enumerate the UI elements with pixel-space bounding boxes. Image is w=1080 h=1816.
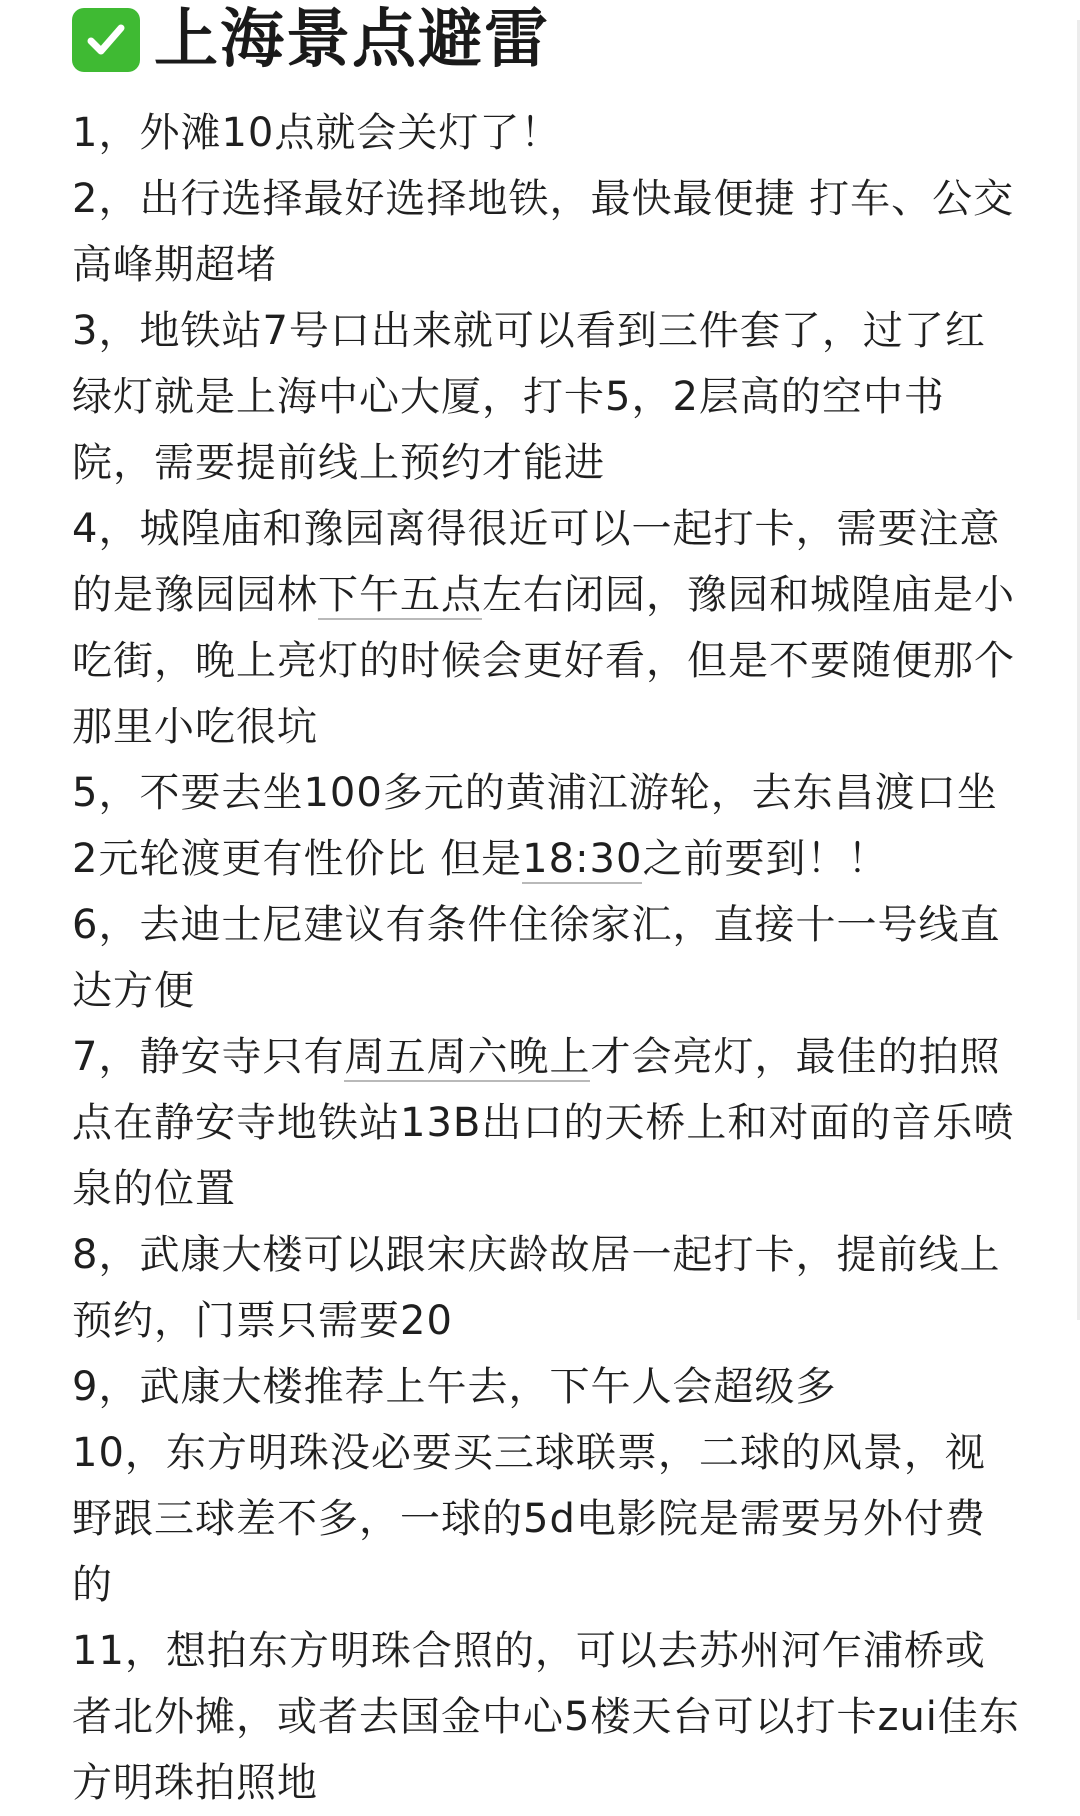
tip-text: 2，出行选择最好选择地铁，最快最便捷 打车、公交高峰期超堵 — [72, 176, 1015, 288]
tip-item — [72, 298, 1020, 496]
tip-text: 8，武康大楼可以跟宋庆龄故居一起打卡，提前线上预约，门票只需要20 — [72, 1232, 1001, 1344]
tip-item — [72, 1222, 1020, 1354]
tip-text: 左右闭园，豫园和城隍庙是小吃街，晚上亮灯的时候会更好看，但是不要随便那个那里小吃很坑 — [72, 572, 1015, 750]
tip-item — [72, 1354, 1020, 1420]
tip-text: 3，地铁站7号口出来就可以看到三件套了，过了红绿灯就是上海中心大厦，打卡5，2层高的空中书院，需要提前线上预约才能进 — [72, 308, 986, 486]
tip-text: 1，外滩10点就会关灯了！ — [72, 110, 562, 156]
tip-item — [72, 892, 1020, 1024]
tip-text: 5，不要去坐100多元的黄浦江游轮，去东昌渡口坐2元轮渡更有性价比 但是 — [72, 770, 998, 882]
tip-item — [72, 1618, 1020, 1816]
page-title: 上海景点避雷 — [154, 3, 550, 77]
tip-item — [72, 100, 1020, 166]
tip-item — [72, 496, 1020, 760]
check-mark-icon — [72, 8, 140, 72]
tip-highlight: 18:30 — [522, 836, 643, 882]
tip-text: 4，城隍庙和豫园离得很近可以一起打卡，需要注意的是豫园园林 — [72, 506, 1001, 618]
tips-list — [72, 100, 1020, 1816]
tip-text: 才会亮灯，最佳的拍照点在静安寺地铁站13B出口的天桥上和对面的音乐喷泉的位置 — [72, 1034, 1015, 1212]
tip-item — [72, 1420, 1020, 1618]
title-row — [72, 0, 1020, 80]
tip-text: 7，静安寺只有 — [72, 1034, 345, 1080]
tip-text: 6，去迪士尼建议有条件住徐家汇，直接十一号线直达方便 — [72, 902, 1001, 1014]
tip-text: 之前要到！！ — [642, 836, 889, 882]
tip-item — [72, 760, 1020, 892]
tip-item — [72, 166, 1020, 298]
tip-text: 11，想拍东方明珠合照的，可以去苏州河乍浦桥或者北外摊，或者去国金中心5楼天台可以打卡zui佳东方明珠拍照地 — [72, 1628, 1020, 1806]
tip-highlight: 周五周六晚上 — [344, 1034, 591, 1080]
tip-text: 10，东方明珠没必要买三球联票，二球的风景，视野跟三球差不多，一球的5d电影院是需要另外付费的 — [72, 1430, 986, 1608]
tip-highlight: 下午五点 — [318, 572, 482, 618]
tip-item — [72, 1024, 1020, 1222]
tip-text: 9，武康大楼推荐上午去，下午人会超级多 — [72, 1364, 837, 1410]
